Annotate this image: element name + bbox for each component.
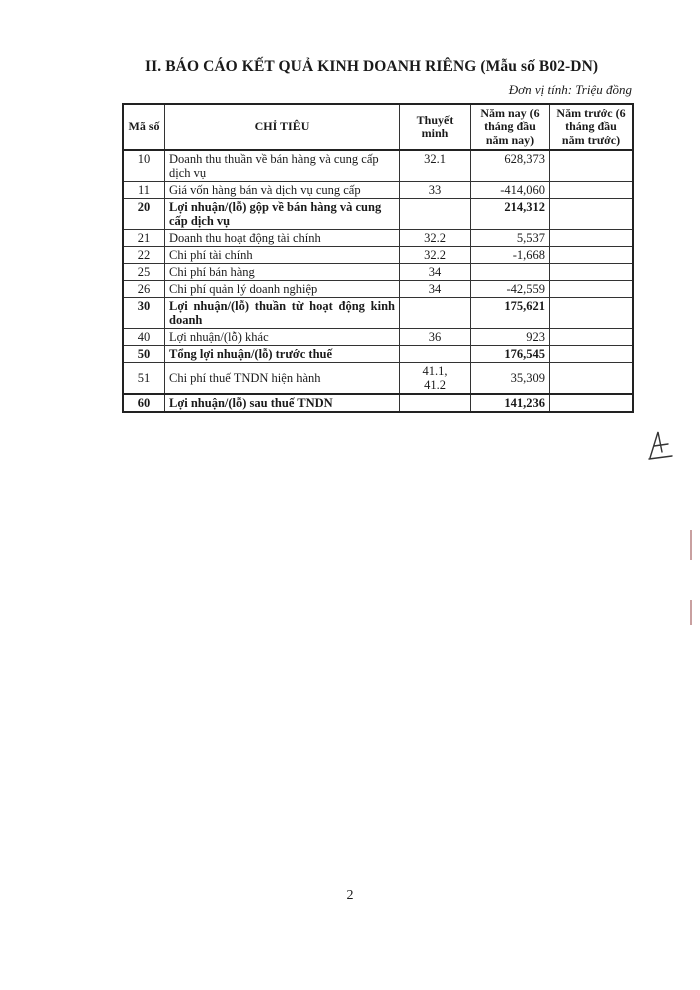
row-item: Lợi nhuận/(lỗ) sau thuế TNDN xyxy=(165,394,400,412)
table-row xyxy=(123,230,633,247)
row-previous-value xyxy=(550,264,634,281)
row-note: 32.2 xyxy=(400,230,471,247)
row-previous-value xyxy=(550,363,634,395)
row-code: 20 xyxy=(123,199,165,230)
row-previous-value xyxy=(550,329,634,346)
handwritten-initials-icon xyxy=(646,428,674,462)
table-row xyxy=(123,394,633,412)
row-code: 50 xyxy=(123,346,165,363)
row-code: 10 xyxy=(123,150,165,182)
row-note: 34 xyxy=(400,281,471,298)
row-note xyxy=(400,199,471,230)
row-code: 40 xyxy=(123,329,165,346)
page-number: 2 xyxy=(346,888,354,903)
row-current-value: 35,309 xyxy=(471,363,550,395)
table-row xyxy=(123,298,633,329)
row-note xyxy=(400,394,471,412)
row-current-value xyxy=(471,264,550,281)
row-current-value: 923 xyxy=(471,329,550,346)
margin-mark xyxy=(690,600,692,625)
header-item: CHỈ TIÊU xyxy=(165,104,400,150)
row-current-value: 176,545 xyxy=(471,346,550,363)
row-item: Giá vốn hàng bán và dịch vụ cung cấp xyxy=(165,182,400,199)
row-previous-value xyxy=(550,247,634,264)
header-previous-year: Năm trước (6 tháng đầu năm trước) xyxy=(550,104,634,150)
row-previous-value xyxy=(550,182,634,199)
section-title: II. BÁO CÁO KẾT QUẢ KINH DOANH RIÊNG (Mẫu số B02-DN) xyxy=(145,58,599,75)
row-code: 21 xyxy=(123,230,165,247)
row-current-value: -414,060 xyxy=(471,182,550,199)
row-item: Chi phí thuế TNDN hiện hành xyxy=(165,363,400,395)
row-code: 22 xyxy=(123,247,165,264)
header-note: Thuyết minh xyxy=(400,104,471,150)
row-item: Doanh thu hoạt động tài chính xyxy=(165,230,400,247)
income-statement-table xyxy=(122,103,634,413)
row-item: Lợi nhuận/(lỗ) gộp về bán hàng và cung cấp dịch vụ xyxy=(165,199,400,230)
row-previous-value xyxy=(550,150,634,182)
table-row xyxy=(123,281,633,298)
unit-label: Đơn vị tính: Triệu đồng xyxy=(508,82,632,97)
row-code: 26 xyxy=(123,281,165,298)
row-note: 32.1 xyxy=(400,150,471,182)
row-previous-value xyxy=(550,230,634,247)
row-current-value: 214,312 xyxy=(471,199,550,230)
row-item: Doanh thu thuần về bán hàng và cung cấp dịch vụ xyxy=(165,150,400,182)
row-previous-value xyxy=(550,199,634,230)
row-item: Lợi nhuận/(lỗ) thuần từ hoạt động kinh doanh xyxy=(165,298,400,329)
row-note xyxy=(400,346,471,363)
row-code: 25 xyxy=(123,264,165,281)
row-note: 32.2 xyxy=(400,247,471,264)
row-previous-value xyxy=(550,346,634,363)
row-current-value: -42,559 xyxy=(471,281,550,298)
row-item: Chi phí tài chính xyxy=(165,247,400,264)
row-code: 60 xyxy=(123,394,165,412)
row-item: Chi phí quản lý doanh nghiệp xyxy=(165,281,400,298)
table-row xyxy=(123,182,633,199)
row-current-value: -1,668 xyxy=(471,247,550,264)
row-note xyxy=(400,298,471,329)
table-row xyxy=(123,199,633,230)
row-current-value: 141,236 xyxy=(471,394,550,412)
table-row xyxy=(123,247,633,264)
header-code: Mã số xyxy=(123,104,165,150)
row-item: Tổng lợi nhuận/(lỗ) trước thuế xyxy=(165,346,400,363)
row-current-value: 628,373 xyxy=(471,150,550,182)
row-item: Lợi nhuận/(lỗ) khác xyxy=(165,329,400,346)
row-previous-value xyxy=(550,298,634,329)
row-note: 33 xyxy=(400,182,471,199)
header-current-year: Năm nay (6 tháng đầu năm nay) xyxy=(471,104,550,150)
row-note: 36 xyxy=(400,329,471,346)
row-note: 41.1, 41.2 xyxy=(400,363,471,395)
row-code: 51 xyxy=(123,363,165,395)
table-row xyxy=(123,329,633,346)
margin-mark xyxy=(690,530,692,560)
table-row xyxy=(123,264,633,281)
table-row xyxy=(123,150,633,182)
table-row xyxy=(123,346,633,363)
row-note: 34 xyxy=(400,264,471,281)
row-previous-value xyxy=(550,281,634,298)
row-code: 11 xyxy=(123,182,165,199)
row-previous-value xyxy=(550,394,634,412)
table-row xyxy=(123,363,633,395)
row-current-value: 175,621 xyxy=(471,298,550,329)
table-header-row xyxy=(123,104,633,150)
row-code: 30 xyxy=(123,298,165,329)
row-current-value: 5,537 xyxy=(471,230,550,247)
row-item: Chi phí bán hàng xyxy=(165,264,400,281)
